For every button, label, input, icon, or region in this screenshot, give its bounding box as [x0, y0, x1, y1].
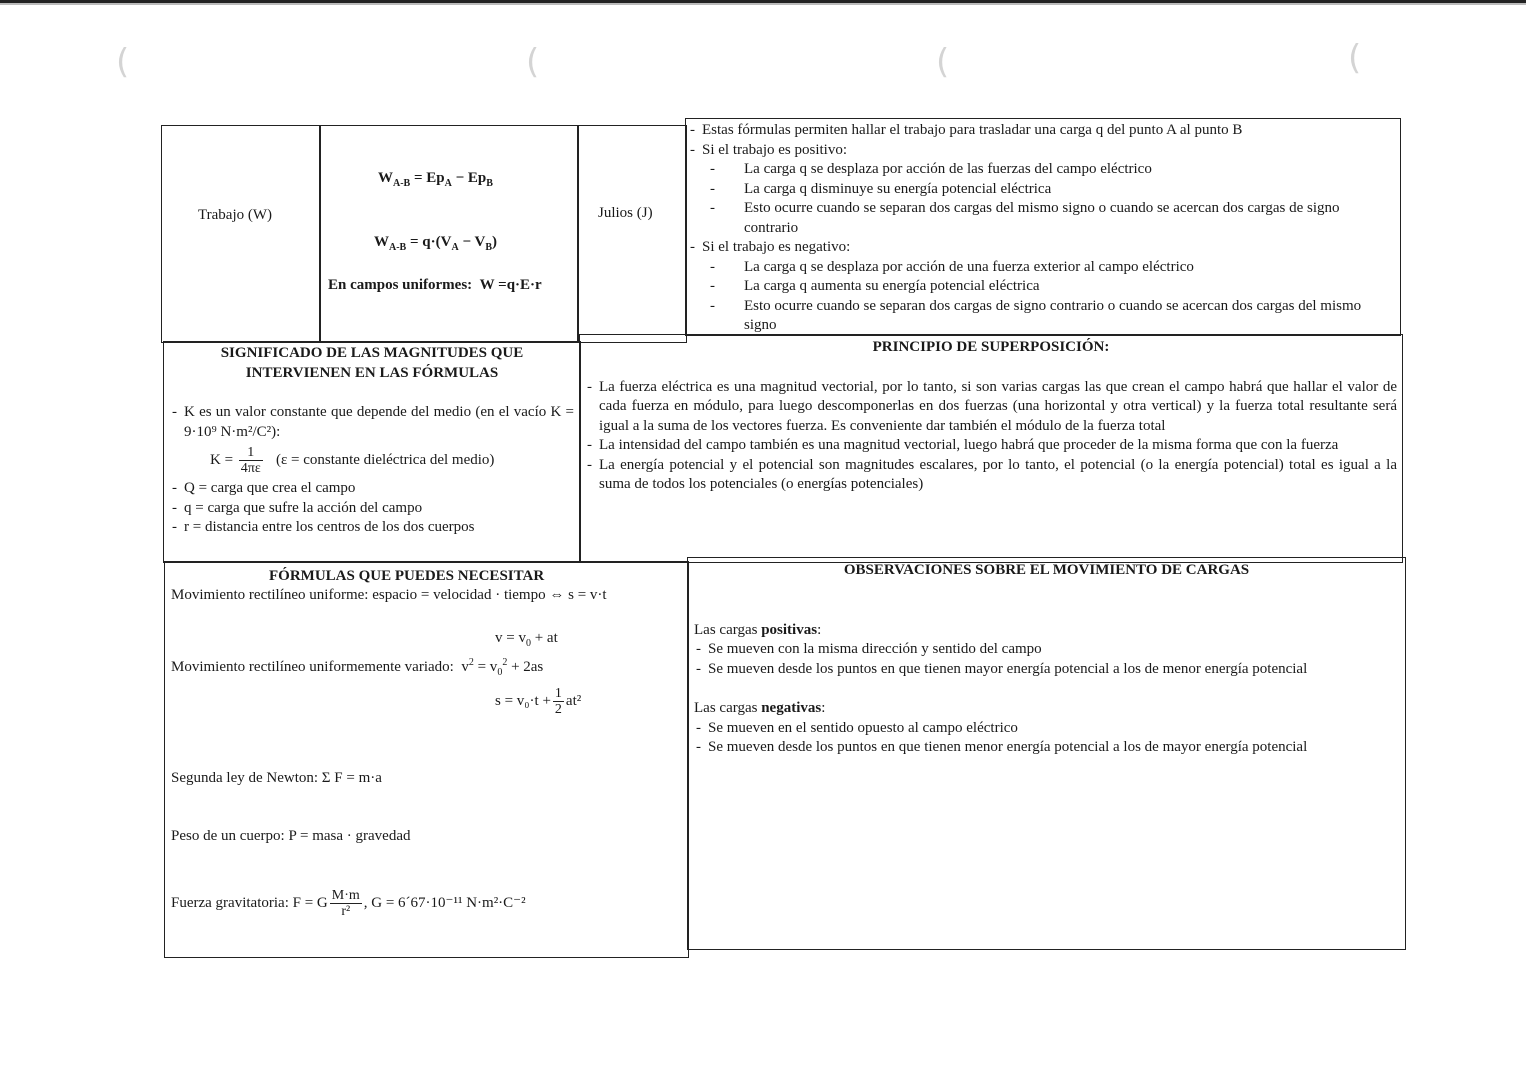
observaciones-title: OBSERVACIONES SOBRE EL MOVIMIENTO DE CARGAS	[843, 562, 1250, 578]
trabajo-label-cell	[161, 125, 321, 343]
list-item: - Esto ocurre cuando se separan dos cargas de signo contrario o cuando se acercan dos cargas del mismo signo	[728, 297, 1396, 336]
list-item: - La carga q disminuye su energía potencial eléctrica	[728, 180, 1396, 200]
formula-newton: Segunda ley de Newton: Σ F = m·a	[171, 770, 382, 786]
scan-hole-mark: (	[936, 42, 950, 82]
trabajo-formula-energy: $W_{A-B} = Ep_A - Ep_B$	[378, 170, 493, 189]
trabajo-unit: Julios (J)	[598, 205, 653, 221]
trabajo-formula-potential: $W_{A-B} = q\cdot(V_A - V_B)$	[374, 234, 497, 253]
scan-top-edge	[0, 0, 1526, 3]
superposicion-title: PRINCIPIO DE SUPERPOSICIÓN:	[872, 339, 1110, 355]
list-item: - Se mueven con la misma dirección y sentido del campo	[694, 640, 1399, 660]
significado-list	[170, 479, 574, 538]
trabajo-formula-cell	[319, 125, 579, 343]
list-item: - La fuerza eléctrica es una magnitud vectorial, por lo tanto, si son varias cargas las que crean el campo habrá que hallar el valor de cada fuerza en módulo, para luego descomponerlas en dos fuerzas (una horizontal y otra vertical) y la fuerza total resultante será igual a la suma de los vectores fuerza. Es conveniente dar también el módulo de la fuerza total	[585, 378, 1397, 437]
trabajo-negative-list	[688, 258, 1396, 336]
scan-hole-mark: (	[526, 42, 540, 82]
formula-mruv-space: s = v₀·t + $\frac{1}{2}$ at²	[495, 686, 582, 717]
k-description: - K es un valor constante que depende del medio (en el vacío K = 9·10⁹ N·m²/C²):	[170, 403, 574, 442]
trabajo-uniform-field: En campos uniformes: W =q·E·r	[328, 277, 542, 293]
trabajo-notes-cell	[685, 118, 1401, 336]
list-item: - Se mueven en el sentido opuesto al campo eléctrico	[694, 719, 1399, 739]
formulas-title: FÓRMULAS QUE PUEDES NECESITAR	[269, 568, 545, 584]
superposicion-cell	[579, 334, 1403, 563]
trabajo-positive-list	[688, 160, 1396, 238]
list-item: - Q = carga que crea el campo	[170, 479, 574, 499]
scan-hole-mark: (	[116, 42, 130, 82]
scan-hole-mark: (	[1348, 38, 1362, 78]
trabajo-label: Trabajo (W)	[198, 207, 273, 223]
trabajo-positive-heading: - Si el trabajo es positivo:	[688, 141, 1396, 161]
formula-mruv: Movimiento rectilíneo uniformemente variado: $v^2 = v_0^2 + 2as$	[171, 657, 544, 678]
list-item: - La carga q se desplaza por acción de una fuerza exterior al campo eléctrico	[728, 258, 1396, 278]
significado-title: SIGNIFICADO DE LAS MAGNITUDES QUE INTERVIENEN EN LAS FÓRMULAS	[220, 345, 524, 381]
list-item: - La carga q se desplaza por acción de las fuerzas del campo eléctrico	[728, 160, 1396, 180]
negativas-heading: Las cargas negativas:	[694, 700, 826, 716]
negativas-list	[694, 719, 1399, 758]
list-item: - La carga q aumenta su energía potencial eléctrica	[728, 277, 1396, 297]
list-item: - r = distancia entre los centros de los dos cuerpos	[170, 518, 574, 538]
list-item: - La intensidad del campo también es una magnitud vectorial, luego habrá que proceder de la misma forma que con la fuerza	[585, 436, 1397, 456]
significado-cell	[163, 341, 581, 563]
trabajo-notes-neg	[688, 238, 1396, 258]
list-item: - La energía potencial y el potencial son magnitudes escalares, por lo tanto, el potencial (o la energía potencial) total es igual a la suma de todos los potenciales (o energías potenciales)	[585, 456, 1397, 495]
positivas-list	[694, 640, 1399, 679]
significado-k	[170, 403, 574, 442]
list-item: - Se mueven desde los puntos en que tienen mayor energía potencial a los de menor energía potencial	[694, 660, 1399, 680]
formulas-cell	[164, 561, 689, 958]
formula-peso: Peso de un cuerpo: P = masa · gravedad	[171, 828, 411, 844]
trabajo-negative-heading: - Si el trabajo es negativo:	[688, 238, 1396, 258]
superposicion-list	[585, 378, 1397, 495]
formula-mru: Movimiento rectilíneo uniforme: espacio = velocidad · tiempo ⇔ s = v·t	[171, 587, 607, 603]
trabajo-unit-cell	[577, 125, 687, 343]
list-item: - q = carga que sufre la acción del campo	[170, 499, 574, 519]
positivas-heading: Las cargas positivas:	[694, 621, 822, 638]
trabajo-notes	[688, 121, 1396, 160]
trabajo-intro: - Estas fórmulas permiten hallar el trabajo para trasladar una carga q del punto A al punto B	[688, 121, 1396, 141]
k-formula: K = $\frac{1}{4\pi\varepsilon}$ (ε = constante dieléctrica del medio)	[210, 445, 495, 476]
formula-gravitatoria: Fuerza gravitatoria: F = G $\frac{M\cdot m}{\text{r²}}$ , G = 6´67·10⁻¹¹ N·m²·C⁻²	[171, 888, 526, 919]
list-item: - Se mueven desde los puntos en que tienen menor energía potencial a los de mayor energía potencial	[694, 738, 1399, 758]
list-item: - Esto ocurre cuando se separan dos cargas del mismo signo o cuando se acercan dos cargas de signo contrario	[728, 199, 1396, 238]
observaciones-cell	[687, 557, 1406, 950]
formula-mruv-velocity: $v = v_0$ + at	[495, 630, 558, 649]
